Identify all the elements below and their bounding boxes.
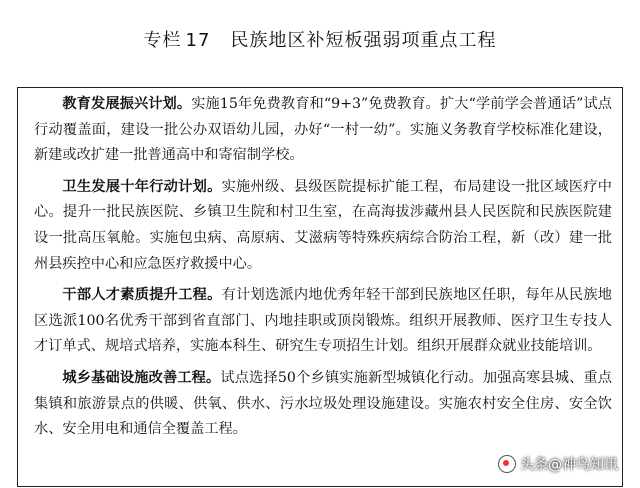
section-education xyxy=(34,92,612,169)
section-heading: 干部人才素质提升工程。 xyxy=(62,287,222,304)
section-heading: 城乡基础设施改善工程。 xyxy=(62,369,221,386)
section-heading: 教育发展振兴计划。 xyxy=(62,96,192,112)
section-cadre-talent xyxy=(34,283,612,360)
section-infrastructure xyxy=(34,366,612,443)
section-body: 实施15年免费教育和“9+3”免费教育。扩大“学前学会普通话”试点行动覆盖面，建设一批公办双语幼儿园，办好“一村一幼”。实施义务教育学校标准化建设，新建或改扩建一批普通高中和寄宿制学校。 xyxy=(34,96,612,164)
section-body: 实施州级、县级医院提标扩能工程，布局建设一批区域医疗中心。提升一批民族医院、乡镇卫生院和村卫生室，在高海拔涉藏州县人民医院和民族医院建设一批高压氧舱。实施包虫病、高原病、艾滋病等特殊疾病综合防治工程，新（改）建一批州县疾控中心和应急医疗救援中心。 xyxy=(34,178,612,272)
column-label: 专栏 xyxy=(143,30,182,51)
watermark-text: 头条@神鸟知讯 xyxy=(520,457,618,473)
column-title xyxy=(0,26,640,52)
content-box xyxy=(17,87,623,487)
column-number: 17 xyxy=(185,30,211,51)
section-body: 有计划选派内地优秀年轻干部到民族地区任职，每年从民族地区选派100名优秀干部到省直部门、内地挂职或顶岗锻炼。组织开展教师、医疗卫生专技人才订单式、规培式培养，实施本科生、研究生专项招生计划。组织开展群众就业技能培训。 xyxy=(34,287,612,355)
section-body: 试点选择50个乡镇实施新型城镇化行动。加强高寒县城、重点集镇和旅游景点的供暖、供氧、供水、污水垃圾处理设施建设。实施农村安全住房、安全饮水、安全用电和通信全覆盖工程。 xyxy=(34,369,612,438)
watermark-logo-icon xyxy=(498,455,516,473)
section-health xyxy=(34,175,612,277)
section-heading: 卫生发展十年行动计划。 xyxy=(62,178,222,195)
column-title-text: 民族地区补短板强弱项重点工程 xyxy=(230,30,497,51)
watermark xyxy=(498,454,618,474)
